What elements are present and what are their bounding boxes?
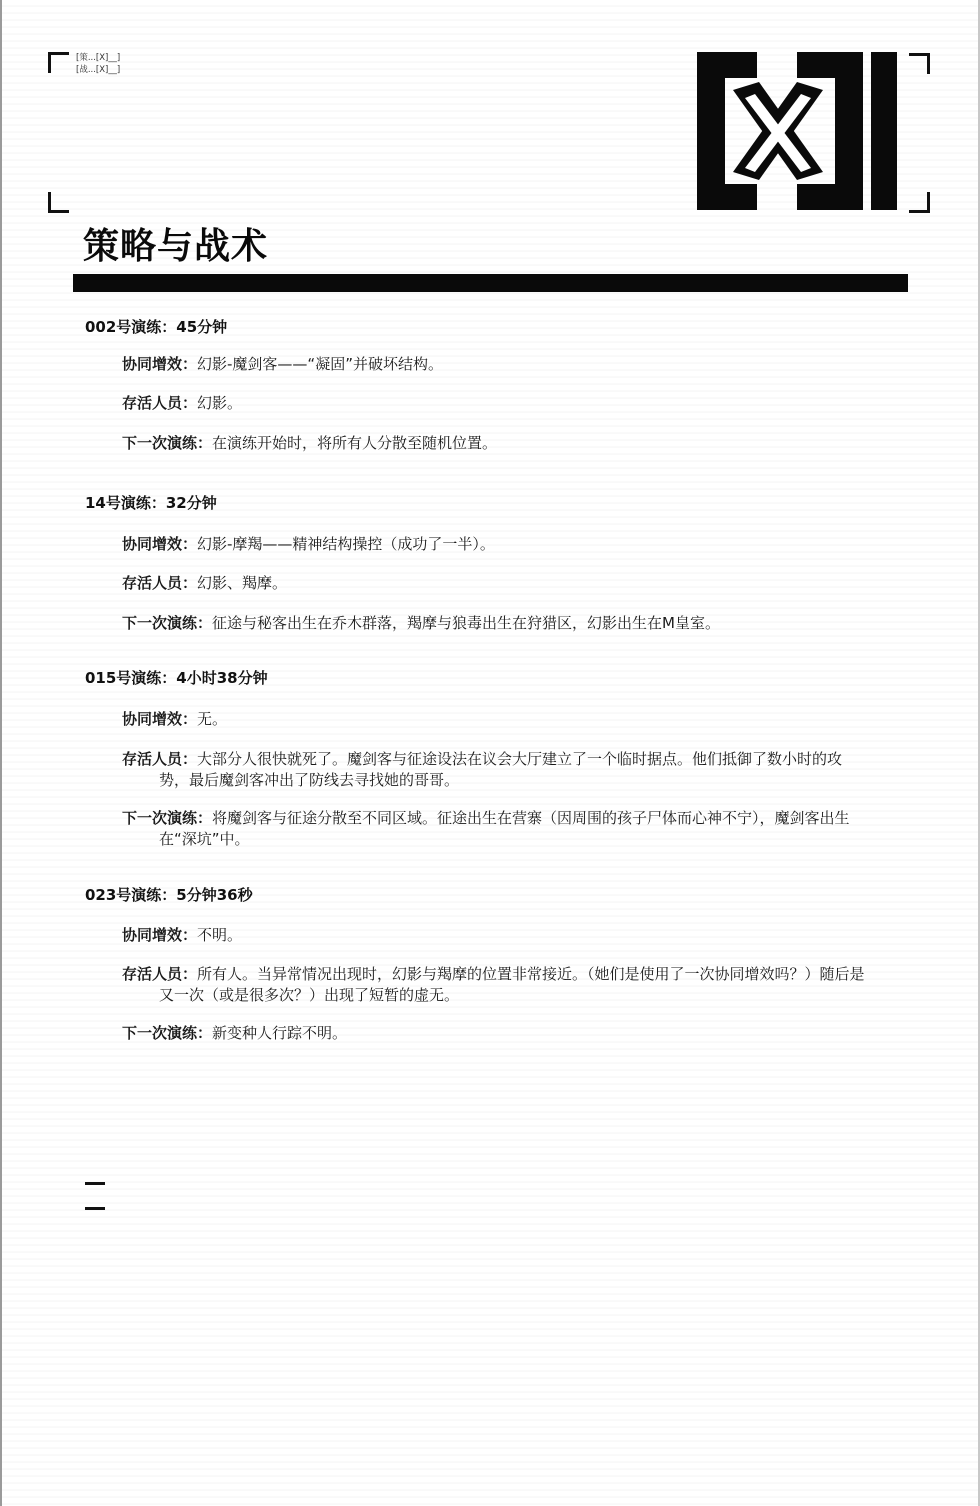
entry-next-drill <box>122 433 907 454</box>
synergy-label: 协同增效： <box>122 355 198 373</box>
survivors-label: 存活人员： <box>122 574 198 592</box>
corner-tag-1: [策...[X]__] <box>76 53 121 63</box>
survivors-text-line-2: 又一次（或是很多次？）出现了短暂的虚无。 <box>159 986 460 1004</box>
footer-dash-1 <box>85 1182 105 1185</box>
entry-survivors <box>122 964 907 1006</box>
page-edge-left <box>0 0 2 1506</box>
corner-bracket-top-right <box>909 53 930 74</box>
corner-bracket-bottom-right <box>909 192 930 213</box>
x-logo-graphic <box>697 52 897 210</box>
survivors-text-line-1: 所有人。当异常情况出现时，幻影与羯摩的位置非常接近。（她们是使用了一次协同增效吗？）随后是 <box>197 965 865 983</box>
entry-next-drill <box>122 613 907 634</box>
corner-tag-2: [战...[X]__] <box>76 65 121 75</box>
next-drill-text: 征途与秘客出生在乔木群落，羯摩与狼毒出生在狩猎区，幻影出生在M皇室。 <box>212 614 720 632</box>
entry-synergy <box>122 925 907 946</box>
synergy-text: 幻影-魔剑客——“凝固”并破坏结构。 <box>197 355 443 373</box>
corner-tags <box>76 52 120 76</box>
entry-survivors <box>122 393 907 414</box>
next-drill-text-line-1: 将魔剑客与征途分散至不同区域。征途出生在营寨（因周围的孩子尸体而心神不宁），魔剑客出生 <box>212 809 850 827</box>
entry-survivors <box>122 573 907 594</box>
entry-synergy <box>122 354 907 375</box>
survivors-text: 幻影。 <box>197 394 243 412</box>
survivors-text-line-2: 势，最后魔剑客冲出了防线去寻找她的哥哥。 <box>159 771 460 789</box>
entry-heading: 023号演练：5分钟36秒 <box>85 886 253 904</box>
title-underline-bar <box>73 274 908 292</box>
entry-heading: 015号演练：4小时38分钟 <box>85 669 268 687</box>
next-drill-text-line-2: 在“深坑”中。 <box>159 830 250 848</box>
entry-synergy <box>122 534 907 555</box>
entry-next-drill <box>122 1023 907 1044</box>
survivors-label: 存活人员： <box>122 965 198 983</box>
next-drill-label: 下一次演练： <box>122 1024 213 1042</box>
next-drill-label: 下一次演练： <box>122 809 213 827</box>
entry-heading: 14号演练：32分钟 <box>85 494 217 512</box>
synergy-label: 协同增效： <box>122 710 198 728</box>
next-drill-label: 下一次演练： <box>122 614 213 632</box>
survivors-text-line-1: 大部分人很快就死了。魔剑客与征途设法在议会大厅建立了一个临时据点。他们抵御了数小时的攻 <box>197 750 843 768</box>
synergy-text: 幻影-摩羯——精神结构操控（成功了一半）。 <box>197 535 495 553</box>
survivors-label: 存活人员： <box>122 750 198 768</box>
synergy-text: 无。 <box>197 710 228 728</box>
survivors-text: 幻影、羯摩。 <box>197 574 288 592</box>
next-drill-label: 下一次演练： <box>122 434 213 452</box>
corner-bracket-bottom-left <box>48 192 69 213</box>
x-logo <box>697 52 897 210</box>
next-drill-text: 新变种人行踪不明。 <box>212 1024 348 1042</box>
next-drill-text: 在演练开始时，将所有人分散至随机位置。 <box>212 434 498 452</box>
entry-survivors <box>122 749 907 791</box>
entry-heading: 002号演练：45分钟 <box>85 318 228 336</box>
synergy-label: 协同增效： <box>122 535 198 553</box>
entry-next-drill <box>122 808 907 850</box>
corner-bracket-top-left <box>48 52 69 73</box>
survivors-label: 存活人员： <box>122 394 198 412</box>
synergy-label: 协同增效： <box>122 926 198 944</box>
page-title: 策略与战术 <box>83 226 269 267</box>
synergy-text: 不明。 <box>197 926 243 944</box>
entry-synergy <box>122 709 907 730</box>
footer-dash-2 <box>85 1207 105 1210</box>
